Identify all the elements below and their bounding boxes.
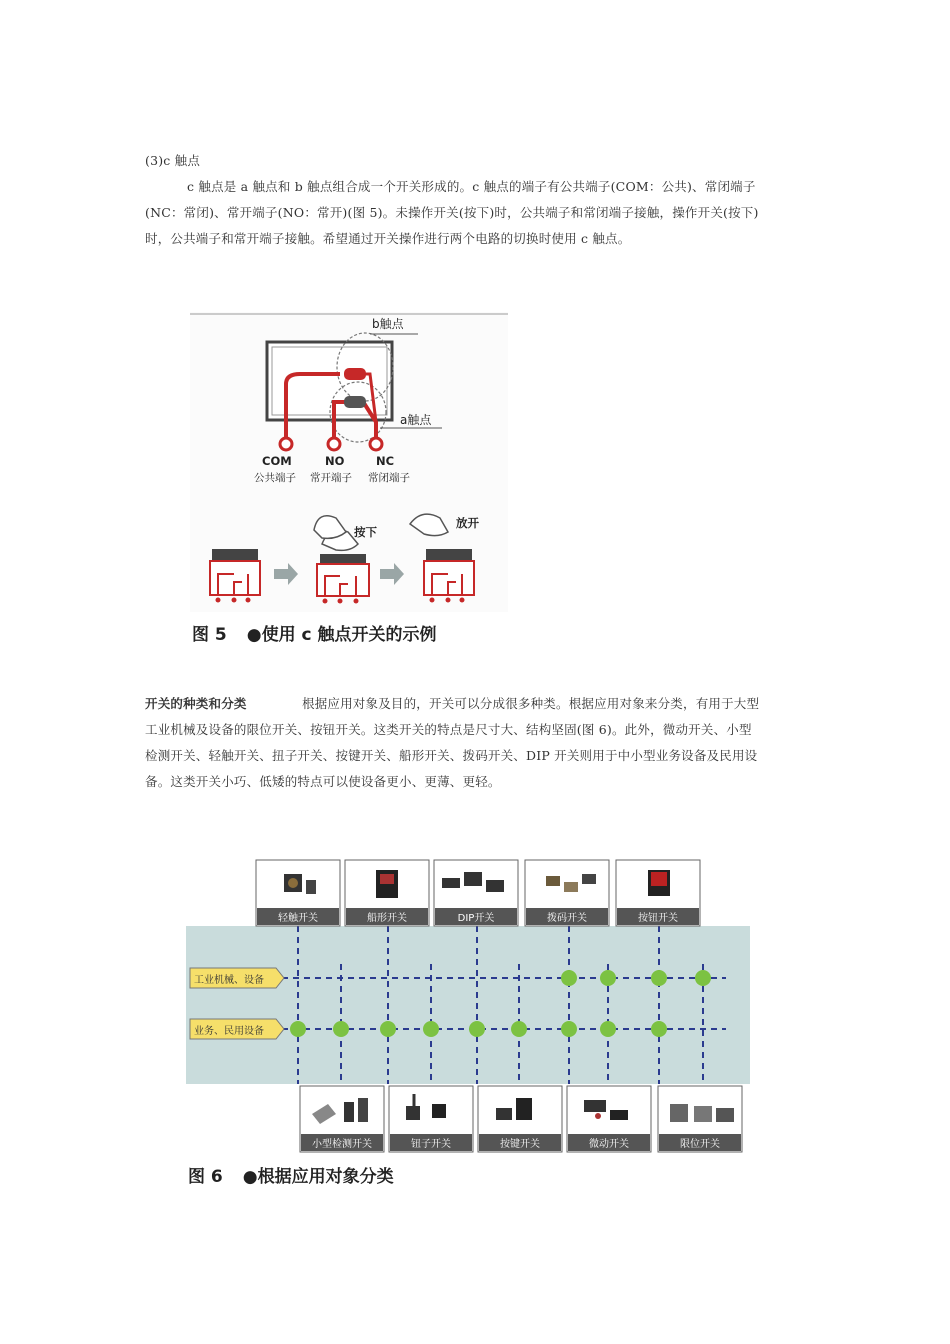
figure-6-title: ●根据应用对象分类 — [242, 1167, 394, 1187]
bottom-item-toggle: 钮子开关 — [411, 1139, 451, 1150]
bottom-item-limit: 限位开关 — [680, 1139, 720, 1150]
top-item-pushbutton: 按钮开关 — [638, 913, 678, 924]
b-contact-label: b触点 — [372, 317, 404, 331]
top-item-dip: DIP开关 — [457, 913, 495, 924]
terminal-nc-code: NC — [376, 454, 395, 468]
types-line-3: 检测开关、轻触开关、扭子开关、按键开关、船形开关、拨码开关、DIP 开关则用于中小型业务设备及民用设 — [145, 748, 758, 763]
terminal-nc-name: 常闭端子 — [368, 472, 410, 484]
figure-5-caption — [192, 620, 437, 645]
row-label-consumer: 业务、民用设备 — [194, 1026, 264, 1037]
terminal-com-code: COM — [262, 454, 292, 468]
top-item-tactile: 轻触开关 — [278, 913, 318, 924]
section3-line-3: 时，公共端子和常开端子接触。希望通过开关操作进行两个电路的切换时使用 c 触点。 — [145, 231, 631, 246]
figure-6 — [186, 858, 750, 1158]
types-heading: 开关的种类和分类 — [145, 696, 247, 711]
figure-6-number: 图 6 — [188, 1167, 223, 1187]
bottom-item-detector: 小型检测开关 — [312, 1139, 372, 1150]
terminal-no-code: NO — [325, 454, 345, 468]
dots-consumer — [290, 1021, 667, 1037]
top-item-rocker: 船形开关 — [367, 913, 407, 924]
types-line-2: 工业机械及设备的限位开关、按钮开关。这类开关的特点是尺寸大、结构坚固(图 6)。此外，微动开关、小型 — [145, 722, 752, 737]
types-line-1: 根据应用对象及目的，开关可以分成很多种类。根据应用对象来分类，有用于大型 — [302, 696, 760, 711]
section3-line-1: c 触点是 a 触点和 b 触点组合成一个开关形成的。c 触点的端子有公共端子(COM：公共)、常闭端子 — [187, 179, 756, 194]
switch-state-1 — [210, 549, 260, 603]
bottom-item-keyswitch: 按键开关 — [500, 1139, 540, 1150]
switch-state-2 — [317, 530, 369, 604]
figure-6-diagram — [186, 858, 750, 1158]
top-item-rotary-code: 拨码开关 — [547, 913, 587, 924]
figure-5-diagram — [190, 312, 508, 612]
section3-line-2: (NC：常闭)、常开端子(NO：常开)(图 5)。未操作开关(按下)时，公共端子和常闭端子接触，操作开关(按下) — [145, 205, 759, 220]
types-line-4: 备。这类开关小巧、低矮的特点可以使设备更小、更薄、更轻。 — [145, 774, 501, 789]
section3-heading: (3)c 触点 — [145, 153, 201, 168]
figure-5-title: ●使用 c 触点开关的示例 — [246, 625, 437, 645]
row-label-industrial: 工业机械、设备 — [194, 975, 264, 986]
bottom-item-micro: 微动开关 — [589, 1139, 629, 1150]
terminal-no-name: 常开端子 — [310, 472, 352, 484]
press-label: 按下 — [354, 525, 377, 539]
a-contact-label: a触点 — [400, 413, 432, 427]
release-label: 放开 — [456, 516, 479, 530]
figure-6-caption — [188, 1162, 394, 1187]
terminal-com-name: 公共端子 — [254, 472, 296, 484]
figure-5-number: 图 5 — [192, 625, 227, 645]
figure-5 — [190, 312, 508, 612]
